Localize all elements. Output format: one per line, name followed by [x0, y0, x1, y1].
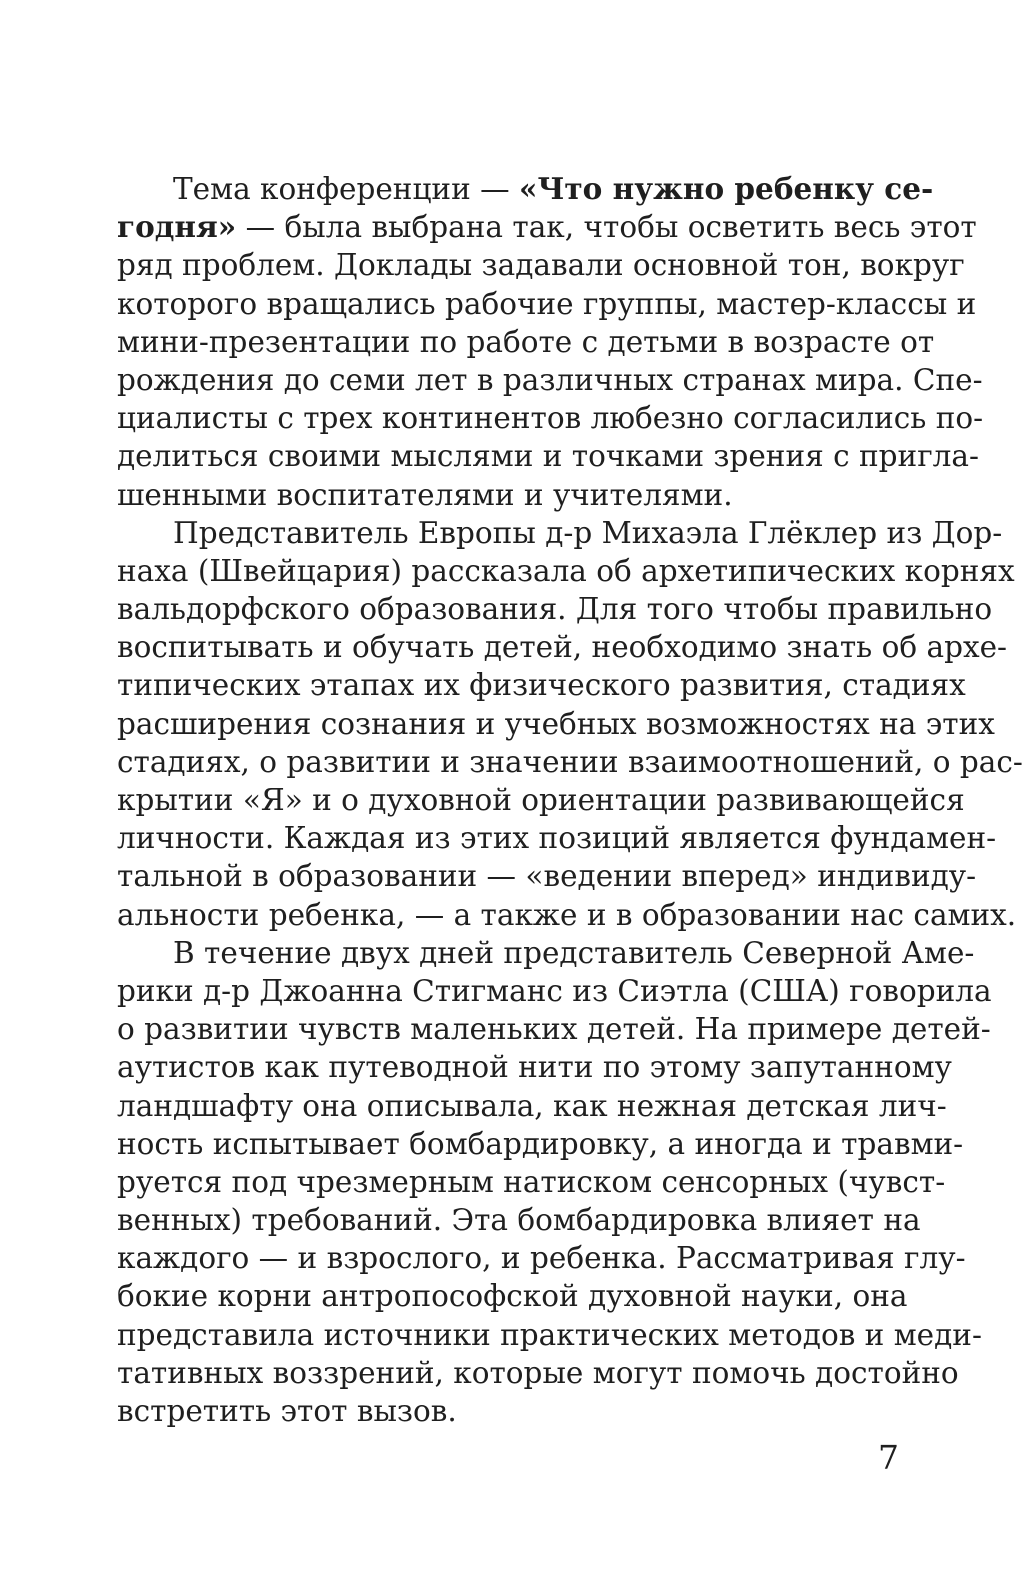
- text-line: [117, 590, 993, 628]
- text-segment: шенными воспитателями и учителями.: [117, 477, 733, 512]
- bold-text: «Что нужно ребенку се-: [519, 171, 934, 206]
- text-segment: каждого — и взрослого, и ребенка. Рассматривая глу-: [117, 1241, 966, 1276]
- text-segment: которого вращались рабочие группы, мастер-классы и: [117, 286, 977, 321]
- bold-text: годня»: [117, 209, 237, 245]
- text-segment: о развитии чувств маленьких детей. На примере детей-: [117, 1012, 991, 1047]
- text-line: [117, 1239, 966, 1277]
- text-line: [117, 514, 1003, 552]
- text-segment: ность испытывает бомбардировку, а иногда и травми-: [117, 1126, 964, 1161]
- text-segment: типических этапах их физического развития, стадиях: [117, 668, 966, 703]
- text-segment: альности ребенка, — а также и в образовании нас самих.: [117, 897, 1017, 932]
- text-line: [117, 476, 902, 514]
- text-segment: циалисты с трех континентов любезно согласились по-: [117, 401, 984, 436]
- text-segment: аутистов как путеводной нити по этому запутанному: [117, 1050, 952, 1085]
- paragraph: [117, 934, 992, 1430]
- text-line: [117, 972, 992, 1010]
- text-line: [117, 1010, 991, 1048]
- text-segment: представила источники практических методов и меди-: [117, 1317, 982, 1352]
- text-segment: руется под чрезмерным натиском сенсорных (чувст-: [117, 1164, 946, 1199]
- text-segment: встретить этот вызов.: [117, 1394, 457, 1428]
- text-segment: расширения сознания и учебных возможностях на этих: [117, 706, 995, 741]
- paragraph: [117, 170, 984, 514]
- text-line: [117, 857, 977, 895]
- text-segment: вальдорфского образования. Для того чтобы правильно: [117, 592, 993, 627]
- text-segment: стадиях, о развитии и значении взаимоотношений, о рас-: [117, 744, 1023, 779]
- text-segment: — была выбрана так, чтобы осветить весь этот: [236, 210, 977, 245]
- text-line: [117, 361, 983, 399]
- text-segment: делиться своими мыслями и точками зрения с пригла-: [117, 439, 979, 474]
- text-segment: мини-презентации по работе с детьми в возрасте от: [117, 324, 935, 359]
- body-text: [117, 170, 1023, 1430]
- text-line: [117, 1087, 947, 1125]
- text-line: [117, 285, 977, 323]
- text-segment: ландшафту она описывала, как нежная детская лич-: [117, 1088, 947, 1123]
- text-line: [117, 552, 1015, 590]
- text-line: [117, 1201, 921, 1239]
- text-segment: бокие корни антропософской духовной науки, она: [117, 1279, 908, 1314]
- text-segment: Представитель Европы д-р Михаэла Глёклер из Дор-: [173, 515, 1003, 550]
- text-line: [117, 896, 1017, 934]
- text-line: [117, 1316, 982, 1354]
- text-line: [117, 246, 965, 284]
- text-line: [117, 208, 977, 246]
- paragraph: [117, 514, 1023, 934]
- page-number: 7: [878, 1438, 899, 1477]
- text-line: [117, 781, 965, 819]
- text-line: [117, 705, 995, 743]
- text-segment: тальной в образовании — «ведении вперед» индивиду-: [117, 859, 977, 894]
- text-segment: венных) требований. Эта бомбардировка влияет на: [117, 1203, 921, 1238]
- text-line: [117, 819, 997, 857]
- text-line: [117, 1048, 952, 1086]
- text-segment: В течение двух дней представитель Северной Аме-: [173, 935, 975, 970]
- text-line: [117, 743, 1023, 781]
- text-segment: личности. Каждая из этих позиций является фундамен-: [117, 821, 997, 856]
- text-line: [117, 399, 984, 437]
- text-line: [117, 323, 935, 361]
- text-line: [117, 934, 975, 972]
- text-segment: рики д-р Джоанна Стигманс из Сиэтла (США) говорила: [117, 973, 992, 1008]
- text-line: [117, 170, 934, 208]
- text-line: [117, 1392, 902, 1430]
- text-line: [117, 1163, 946, 1201]
- text-line: [117, 437, 979, 475]
- text-segment: Тема конференции —: [173, 172, 520, 206]
- text-segment: наха (Швейцария) рассказала об архетипических корнях: [117, 553, 1015, 588]
- text-segment: ряд проблем. Доклады задавали основной тон, вокруг: [117, 248, 965, 283]
- text-segment: крытии «Я» и о духовной ориентации развивающейся: [117, 783, 965, 817]
- text-line: [117, 1277, 908, 1315]
- text-line: [117, 1125, 964, 1163]
- text-line: [117, 666, 966, 704]
- text-segment: тативных воззрений, которые могут помочь достойно: [117, 1355, 959, 1390]
- text-segment: воспитывать и обучать детей, необходимо знать об архе-: [117, 630, 1008, 665]
- text-line: [117, 1354, 959, 1392]
- text-line: [117, 628, 1008, 666]
- text-segment: рождения до семи лет в различных странах мира. Спе-: [117, 362, 983, 397]
